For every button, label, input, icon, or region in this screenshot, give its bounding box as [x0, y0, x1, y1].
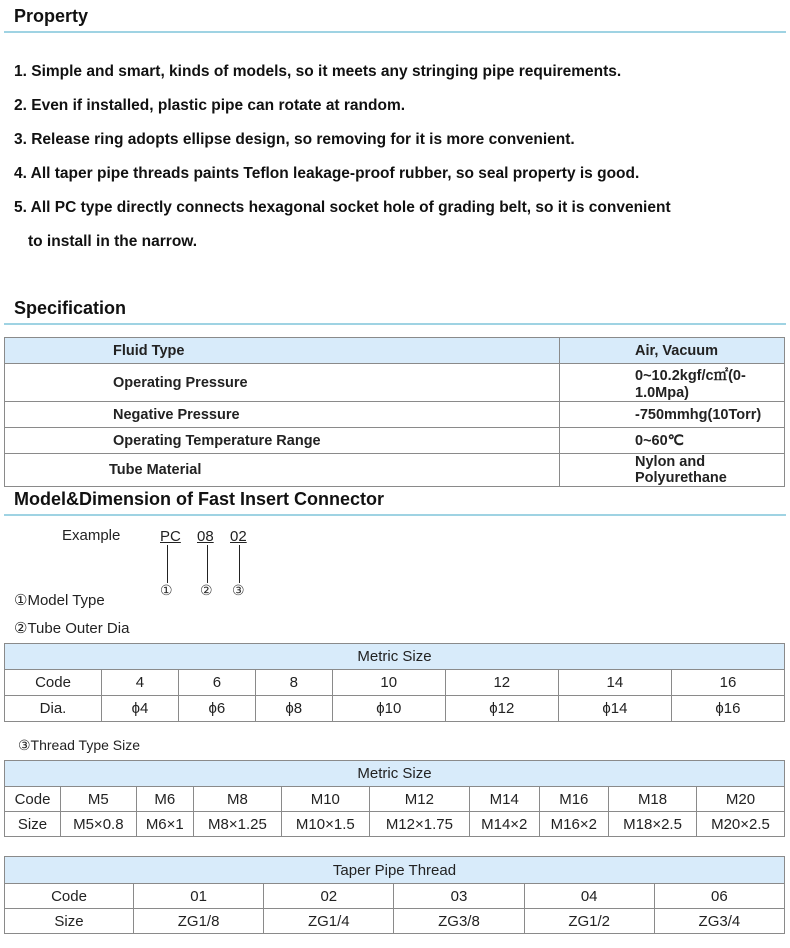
cell: 8: [255, 670, 332, 696]
property-heading: Property: [14, 6, 89, 26]
legend-model-type: ①Model Type: [14, 592, 105, 609]
property-item-5: 5. All PC type directly connects hexagonal socket hole of grading belt, so it is convenient: [14, 199, 671, 216]
table-header: Metric Size: [5, 644, 785, 670]
row-label: Code: [5, 884, 134, 909]
cell: ϕ16: [671, 696, 784, 722]
thread-type-size-table: [4, 760, 785, 837]
table-row: [5, 696, 785, 722]
table-row: [5, 812, 785, 837]
cell: M12×1.75: [369, 812, 469, 837]
spec-row: [5, 338, 785, 364]
property-item-3: 3. Release ring adopts ellipse design, so removing for it is more convenient.: [14, 131, 575, 148]
specification-heading: Specification: [14, 298, 127, 318]
cell: ZG3/4: [654, 909, 784, 934]
cell: 02: [264, 884, 394, 909]
cell: 4: [102, 670, 179, 696]
example-part-tube: 08: [197, 528, 214, 545]
cell: ϕ14: [558, 696, 671, 722]
model-heading: Model&Dimension of Fast Insert Connector: [14, 489, 385, 509]
spec-label: Negative Pressure: [5, 402, 560, 428]
property-item-5-cont: to install in the narrow.: [28, 233, 198, 250]
cell: ZG1/8: [134, 909, 264, 934]
cell: ϕ4: [102, 696, 179, 722]
row-label: Size: [5, 812, 61, 837]
cell: ϕ8: [255, 696, 332, 722]
cell: M8×1.25: [193, 812, 281, 837]
marker-3-icon: ③: [232, 583, 245, 599]
example-part-thread: 02: [230, 528, 247, 545]
row-label: Code: [5, 670, 102, 696]
cell: M18×2.5: [609, 812, 697, 837]
specification-divider: [4, 323, 786, 325]
spec-value: Nylon and Polyurethane: [560, 454, 785, 487]
cell: ϕ12: [445, 696, 558, 722]
marker-1-icon: ①: [160, 583, 173, 599]
spec-value: 0~10.2kgf/c㎡(0-1.0Mpa): [560, 364, 785, 402]
cell: ZG1/4: [264, 909, 394, 934]
row-label: Dia.: [5, 696, 102, 722]
cell: M5×0.8: [61, 812, 137, 837]
spec-value: -750mmhg(10Torr): [560, 402, 785, 428]
cell: 04: [524, 884, 654, 909]
callout-line-3: [239, 545, 240, 583]
cell: ϕ10: [332, 696, 445, 722]
cell: M20: [697, 787, 785, 812]
cell: M10×1.5: [281, 812, 369, 837]
spec-value: Air, Vacuum: [560, 338, 785, 364]
property-item-2: 2. Even if installed, plastic pipe can rotate at random.: [14, 97, 406, 114]
cell: M12: [369, 787, 469, 812]
cell: ϕ6: [178, 696, 255, 722]
example-label: Example: [62, 527, 121, 544]
spec-label: Operating Pressure: [5, 364, 560, 402]
callout-line-1: [167, 545, 168, 583]
marker-2-icon: ②: [200, 583, 213, 599]
spec-row: [5, 428, 785, 454]
spec-label: Operating Temperature Range: [5, 428, 560, 454]
property-divider: [4, 31, 786, 33]
spec-label: Fluid Type: [5, 338, 560, 364]
table-row: [5, 884, 785, 909]
cell: 16: [671, 670, 784, 696]
cell: 01: [134, 884, 264, 909]
cell: 6: [178, 670, 255, 696]
legend-thread-type-size: ③Thread Type Size: [18, 737, 141, 753]
cell: 03: [394, 884, 524, 909]
cell: 10: [332, 670, 445, 696]
cell: M14×2: [469, 812, 539, 837]
cell: M10: [281, 787, 369, 812]
cell: M16×2: [539, 812, 609, 837]
table-header: Metric Size: [5, 761, 785, 787]
cell: M6×1: [136, 812, 193, 837]
taper-pipe-thread-table: [4, 856, 785, 934]
cell: M14: [469, 787, 539, 812]
table-header: Taper Pipe Thread: [5, 857, 785, 884]
cell: 14: [558, 670, 671, 696]
spec-label: Tube Material: [5, 454, 560, 487]
spec-row: [5, 454, 785, 487]
spec-row: [5, 364, 785, 402]
tube-outer-dia-table: [4, 643, 785, 722]
spec-value: 0~60℃: [560, 428, 785, 454]
cell: M20×2.5: [697, 812, 785, 837]
table-row: [5, 787, 785, 812]
cell: 12: [445, 670, 558, 696]
cell: M16: [539, 787, 609, 812]
cell: ZG1/2: [524, 909, 654, 934]
row-label: Size: [5, 909, 134, 934]
example-part-model: PC: [160, 528, 181, 545]
property-item-4: 4. All taper pipe threads paints Teflon leakage-proof rubber, so seal property is good.: [14, 165, 640, 182]
specification-table: [4, 337, 785, 487]
cell: ZG3/8: [394, 909, 524, 934]
property-item-1: 1. Simple and smart, kinds of models, so it meets any stringing pipe requirements.: [14, 63, 622, 80]
cell: M8: [193, 787, 281, 812]
cell: M18: [609, 787, 697, 812]
cell: 06: [654, 884, 784, 909]
model-divider: [4, 514, 786, 516]
table-row: [5, 670, 785, 696]
spec-row: [5, 402, 785, 428]
cell: M6: [136, 787, 193, 812]
cell: M5: [61, 787, 137, 812]
callout-line-2: [207, 545, 208, 583]
legend-tube-outer-dia: ②Tube Outer Dia: [14, 620, 130, 637]
table-row: [5, 909, 785, 934]
row-label: Code: [5, 787, 61, 812]
